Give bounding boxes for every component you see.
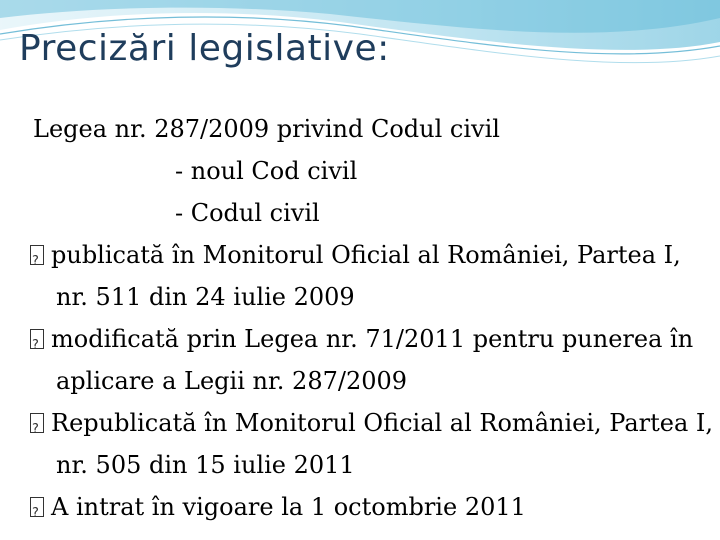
missing-glyph-icon bbox=[30, 413, 44, 433]
slide-title: Precizări legislative: bbox=[19, 28, 390, 69]
alias-line-new-civil-code: - noul Cod civil bbox=[175, 157, 358, 185]
missing-glyph-icon bbox=[30, 245, 44, 265]
bullet-text: Republicată în Monitorul Oficial al României, Partea I, nr. 505 din 15 iulie 2011 bbox=[51, 409, 714, 479]
alias-line-civil-code: - Codul civil bbox=[175, 199, 320, 227]
bullet-item-published bbox=[33, 234, 717, 318]
bullet-item-republished bbox=[33, 402, 717, 486]
bullet-item-in-force bbox=[33, 486, 717, 528]
bullet-item-modified bbox=[33, 318, 717, 402]
slide-body bbox=[33, 108, 717, 528]
missing-glyph-icon bbox=[30, 329, 44, 349]
bullet-text: publicată în Monitorul Oficial al României, Partea I, nr. 511 din 24 iulie 2009 bbox=[51, 241, 681, 311]
bullet-text: A intrat în vigoare la 1 octombrie 2011 bbox=[51, 493, 526, 521]
law-reference-line: Legea nr. 287/2009 privind Codul civil bbox=[33, 115, 500, 143]
missing-glyph-icon bbox=[30, 497, 44, 517]
bullet-text: modificată prin Legea nr. 71/2011 pentru punerea în aplicare a Legii nr. 287/2009 bbox=[51, 325, 694, 395]
